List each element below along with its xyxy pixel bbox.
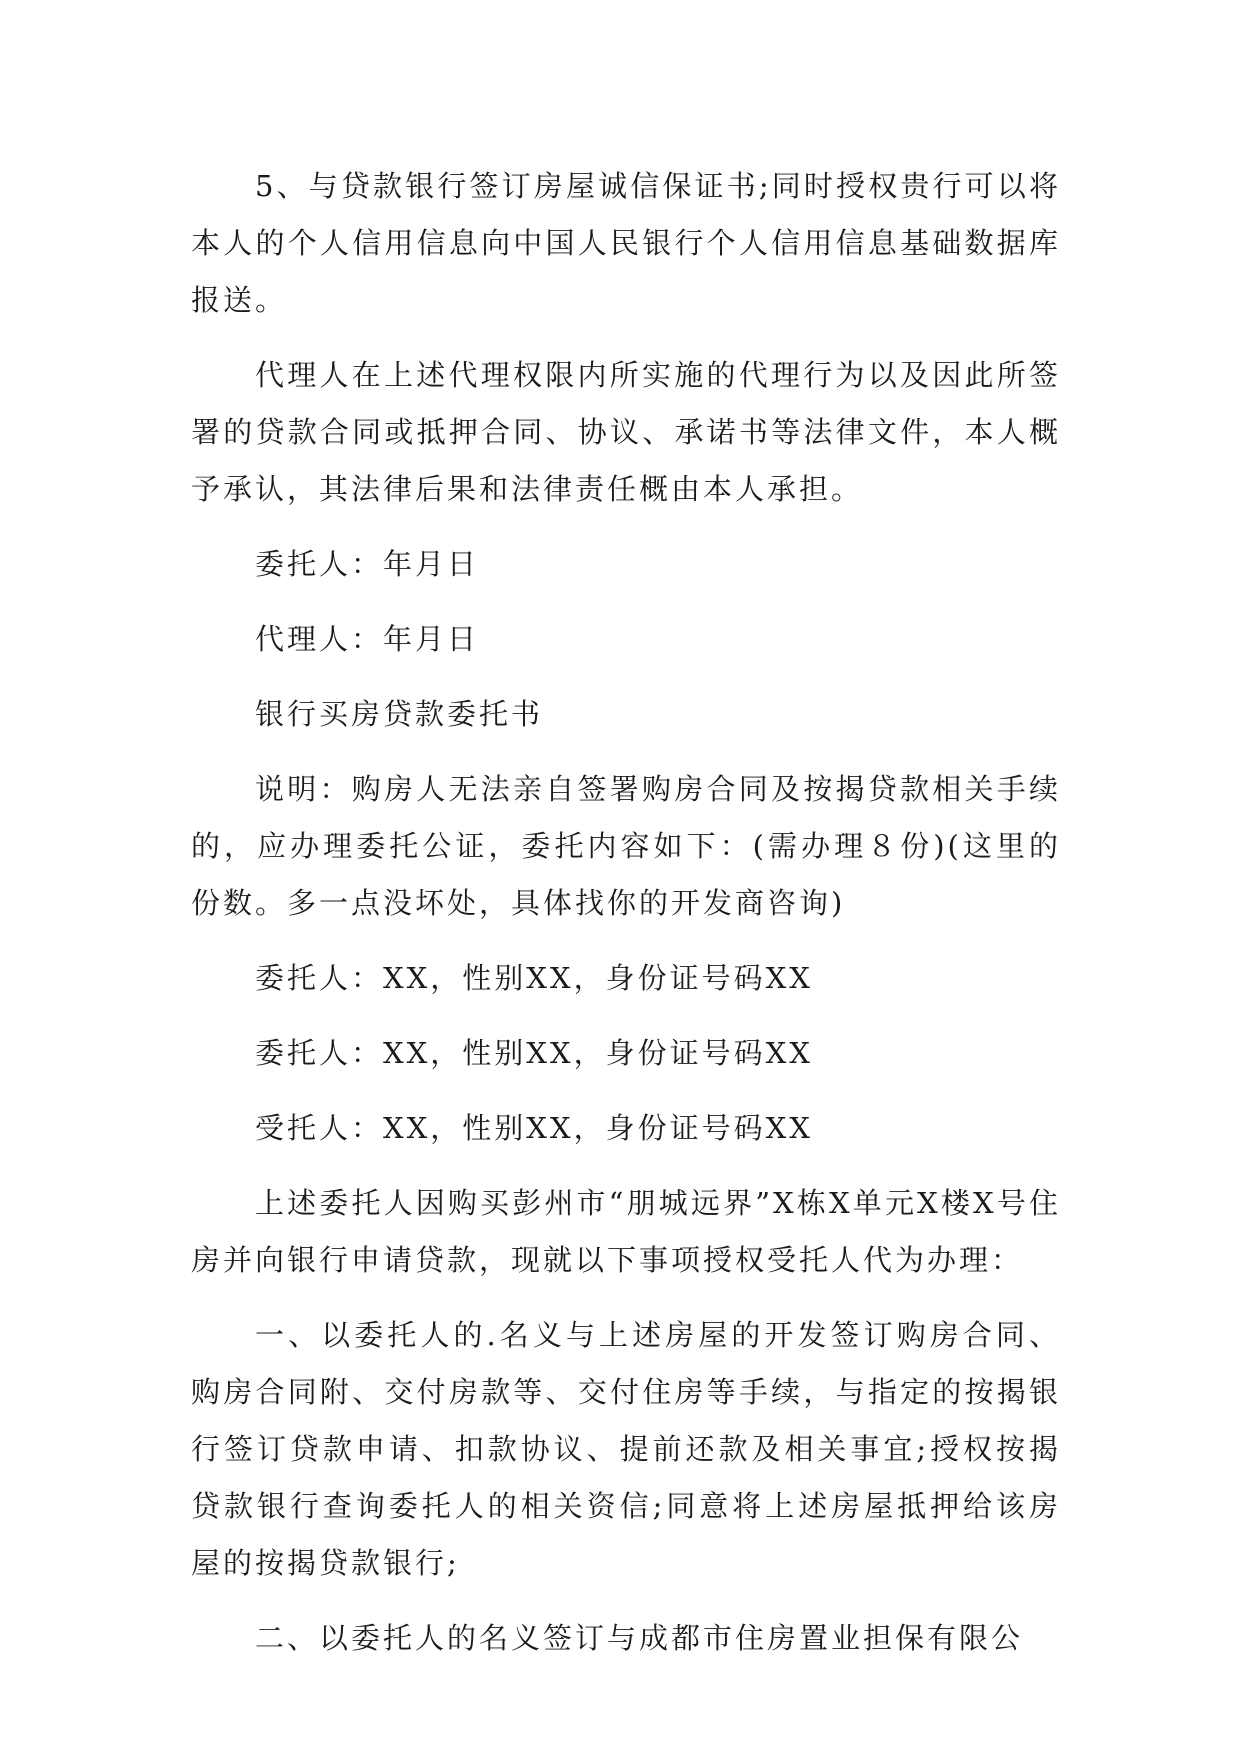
paragraph-instructions: 说明：购房人无法亲自签署购房合同及按揭贷款相关手续的，应办理委托公证，委托内容如下：(需办理８份)(这里的份数。多一点没坏处，具体找你的开发商咨询) (191, 772, 1061, 920)
line-principal-2: 委托人：XX，性别XX，身份证号码XX (255, 1036, 813, 1070)
paragraph-purpose: 上述委托人因购买彭州市“朋城远界”X栋X单元X楼X号住房并向银行申请贷款，现就以下事项授权受托人代为办理： (191, 1186, 1061, 1277)
paragraph-item-2: 二、以委托人的名义签订与成都市住房置业担保有限公 (255, 1621, 1024, 1655)
paragraph-clause-5: 5、与贷款银行签订房屋诚信保证书;同时授权贵行可以将本人的个人信用信息向中国人民银行个人信用信息基础数据库报送。 (191, 169, 1061, 317)
line-principal-date: 委托人：年月日 (255, 547, 480, 581)
section-title: 银行买房贷款委托书 (255, 697, 544, 731)
document-body (191, 158, 1061, 1667)
line-agent-date: 代理人：年月日 (255, 622, 480, 656)
line-principal-1: 委托人：XX，性别XX，身份证号码XX (255, 961, 813, 995)
paragraph-item-1: 一、以委托人的.名义与上述房屋的开发签订购房合同、购房合同附、交付房款等、交付住房等手续，与指定的按揭银行签订贷款申请、扣款协议、提前还款及相关事宜;授权按揭贷款银行查询委托人的相关资信;同意将上述房屋抵押给该房屋的按揭贷款银行; (191, 1318, 1061, 1580)
paragraph-agent-liability: 代理人在上述代理权限内所实施的代理行为以及因此所签署的贷款合同或抵押合同、协议、承诺书等法律文件，本人概予承认，其法律后果和法律责任概由本人承担。 (191, 358, 1061, 506)
line-trustee: 受托人：XX，性别XX，身份证号码XX (255, 1111, 813, 1145)
